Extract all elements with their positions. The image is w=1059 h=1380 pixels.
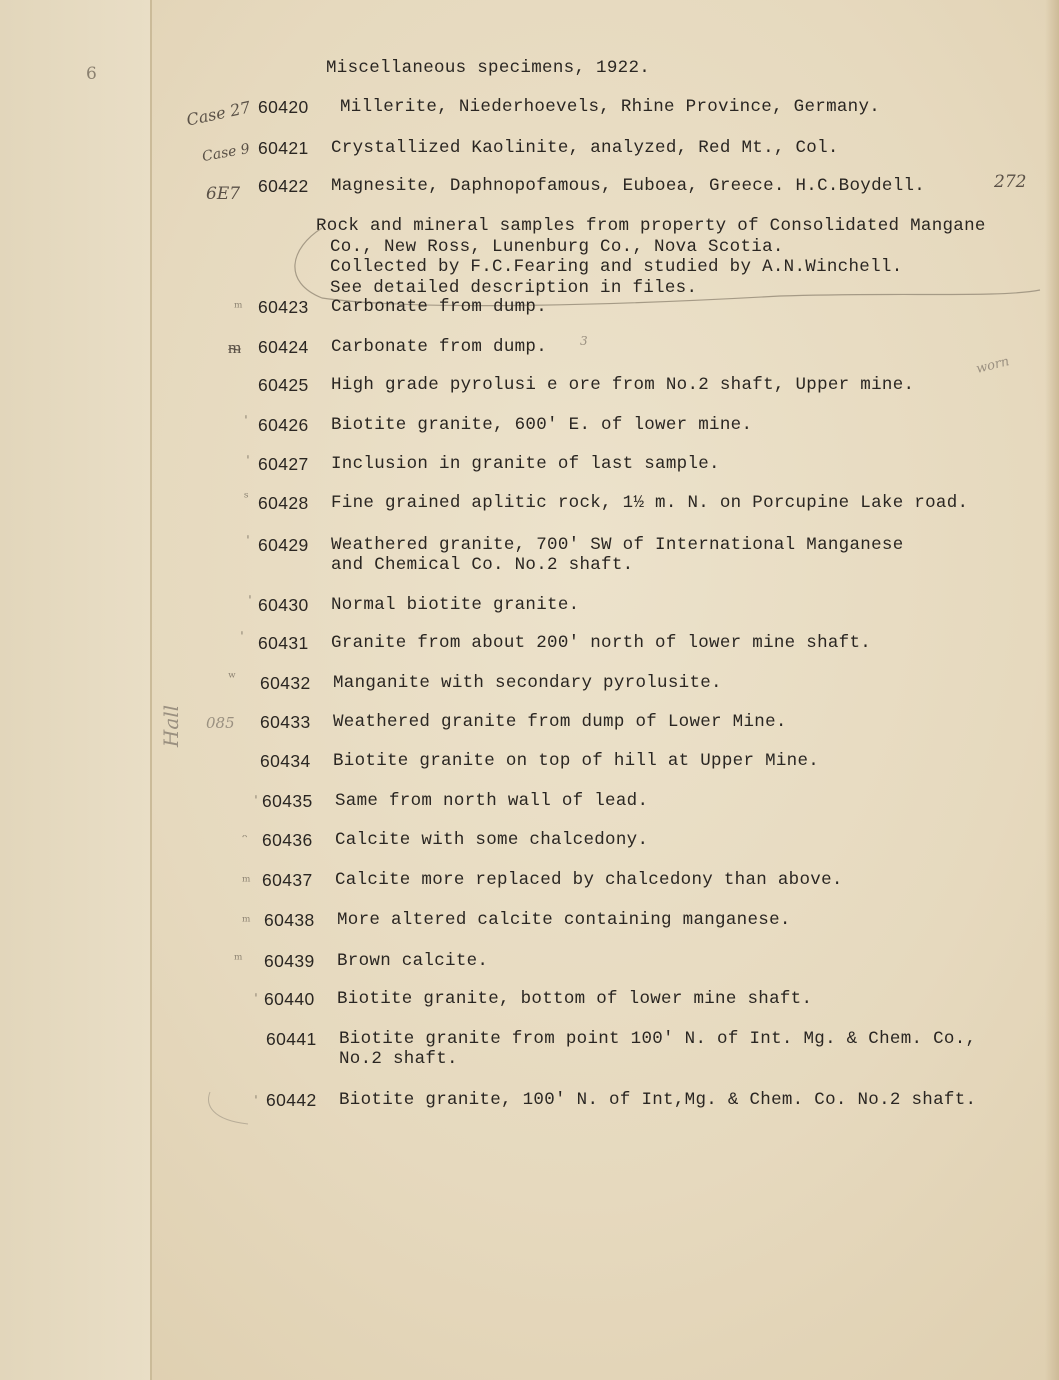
margin-check-mark: ᵐ (242, 914, 251, 930)
margin-check-mark: ˈ (254, 794, 258, 810)
catalog-description: Biotite granite, 600' E. of lower mine. (331, 415, 753, 435)
catalog-description: Granite from about 200' north of lower mine shaft. (331, 633, 872, 653)
catalog-number: 60424 (258, 337, 309, 357)
margin-check-mark: ᵐ (234, 300, 243, 316)
margin-annotation-3: 3 (580, 334, 588, 348)
vertical-side-note: Hall (159, 704, 184, 748)
catalog-number: 60420 (258, 97, 309, 117)
catalog-number: 60431 (258, 633, 309, 653)
catalog-description: Biotite granite, 100' N. of Int,Mg. & Chem. Co. No.2 shaft. (339, 1090, 977, 1110)
margin-case-label: Case 27 (184, 97, 253, 130)
margin-location-label: 6E7 (206, 184, 241, 204)
margin-check-mark: ʷ (228, 670, 237, 686)
catalog-number: 60425 (258, 375, 309, 395)
catalog-number: 60433 (260, 712, 311, 732)
catalog-description: Same from north wall of lead. (335, 791, 649, 811)
catalog-number: 60442 (266, 1090, 317, 1110)
catalog-number: 60430 (258, 595, 309, 615)
margin-check-mark: ᵐ (234, 952, 243, 968)
catalog-description: Manganite with secondary pyrolusite. (333, 673, 722, 693)
margin-check-mark: ˈ (244, 414, 248, 430)
catalog-number: 60436 (262, 830, 313, 850)
catalog-description: Calcite with some chalcedony. (335, 830, 649, 850)
margin-check-mark: ˈ (246, 454, 250, 470)
catalog-description: Magnesite, Daphnopofamous, Euboea, Greece. H.C.Boydell. (331, 176, 926, 196)
margin-check-mark: ᵯ (228, 338, 242, 358)
catalog-description: Normal biotite granite. (331, 595, 580, 615)
margin-check-mark: ᵐ (242, 874, 251, 890)
catalog-number: 60429 (258, 535, 309, 555)
catalog-description: More altered calcite containing manganese. (337, 910, 791, 930)
catalog-description: High grade pyrolusi e ore from No.2 shaft, Upper mine. (331, 375, 915, 395)
margin-number-085: 085 (206, 714, 235, 732)
margin-check-mark: ˈ (254, 992, 258, 1008)
catalog-description-continued: and Chemical Co. No.2 shaft. (331, 555, 634, 575)
margin-check-mark: ˢ (244, 490, 249, 506)
catalog-description-continued: No.2 shaft. (339, 1049, 458, 1069)
catalog-description: Biotite granite, bottom of lower mine shaft. (337, 989, 813, 1009)
catalog-description: Crystallized Kaolinite, analyzed, Red Mt., Col. (331, 138, 839, 158)
catalog-number: 60439 (264, 951, 315, 971)
margin-check-mark: ˈ (240, 630, 244, 646)
margin-right-number: 272 (994, 172, 1027, 192)
catalog-number: 60435 (262, 791, 313, 811)
catalog-description: Weathered granite from dump of Lower Mine. (333, 712, 787, 732)
catalog-number: 60441 (266, 1029, 317, 1049)
catalog-number: 60422 (258, 176, 309, 196)
catalog-description: Inclusion in granite of last sample. (331, 454, 720, 474)
margin-check-mark: ˈ (254, 1094, 258, 1110)
catalog-description: Millerite, Niederhoevels, Rhine Province, Germany. (340, 97, 881, 117)
catalog-number: 60437 (262, 870, 313, 890)
catalog-number: 60432 (260, 673, 311, 693)
catalog-description: Calcite more replaced by chalcedony than above. (335, 870, 843, 890)
page-number: 6 (86, 64, 97, 84)
catalog-description: Fine grained aplitic rock, 1½ m. N. on Porcupine Lake road. (331, 493, 969, 513)
margin-check-mark: ˈ (246, 534, 250, 550)
catalog-number: 60428 (258, 493, 309, 513)
note-line: Rock and mineral samples from property of Consolidated Mangane (316, 216, 986, 236)
catalog-number: 60440 (264, 989, 315, 1009)
catalog-description: Brown calcite. (337, 951, 489, 971)
catalog-number: 60438 (264, 910, 315, 930)
note-line: Co., New Ross, Lunenburg Co., Nova Scotia. (330, 236, 784, 257)
catalog-description: Carbonate from dump. (331, 297, 548, 317)
catalog-description: Weathered granite, 700' SW of International Manganese (331, 535, 904, 555)
margin-annotation-worn: worn (974, 354, 1011, 377)
catalog-description: Carbonate from dump. (331, 337, 548, 357)
catalog-number: 60421 (258, 138, 309, 158)
catalog-description: Biotite granite on top of hill at Upper Mine. (333, 751, 820, 771)
catalog-number: 60427 (258, 454, 309, 474)
margin-check-mark: ᵔ (242, 832, 248, 848)
margin-case-label: Case 9 (200, 140, 251, 166)
margin-check-mark: ˈ (248, 594, 252, 610)
catalog-number: 60434 (260, 751, 311, 771)
page-title: Miscellaneous specimens, 1922. (326, 58, 651, 78)
note-line: Collected by F.C.Fearing and studied by A.N.Winchell. (330, 257, 903, 277)
note-line: See detailed description in files. (330, 277, 698, 298)
catalog-description: Biotite granite from point 100' N. of Int. Mg. & Chem. Co., (339, 1029, 977, 1049)
catalog-number: 60423 (258, 297, 309, 317)
catalog-number: 60426 (258, 415, 309, 435)
